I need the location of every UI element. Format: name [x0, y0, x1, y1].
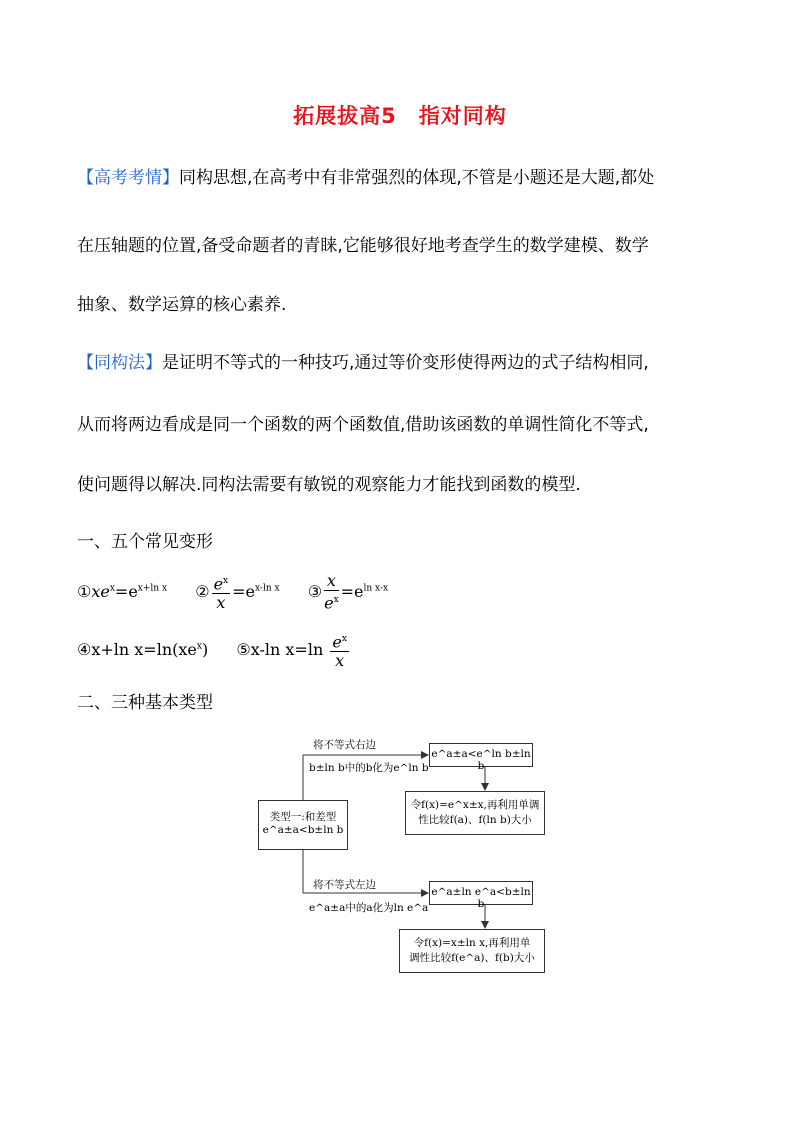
- bottom-branch-label-1: 将不等式左边: [313, 879, 376, 891]
- top-branch-label-2: b±ln b中的b化为e^ln b: [309, 762, 429, 774]
- bottom-branch-label-2: e^a±a中的a化为ln e^a: [309, 902, 429, 914]
- formula-4: ④x+ln $x=\ln(xe^x)$: [77, 639, 209, 659]
- formula-row-2: [77, 630, 351, 670]
- formula-2: ② $\frac{e^x}{x}$ $=e^{x-ln x}$: [195, 582, 284, 601]
- method-line-1: 【同构法】是证明不等式的一种技巧,通过等价变形使得两边的式子结构相同,: [77, 353, 649, 373]
- page-title: 拓展拔高5 指对同构: [293, 104, 507, 128]
- intro-line-2: 在压轴题的位置,备受命题者的青睐,它能够很好地考查学生的数学建模、数学: [77, 236, 649, 256]
- intro-line-1: 【高考考情】同构思想,在高考中有非常强烈的体现,不管是小题还是大题,都处: [77, 168, 655, 188]
- method-line-3: 使问题得以解决.同构法需要有敏锐的观察能力才能找到函数的模型.: [77, 475, 581, 495]
- method-line-2: 从而将两边看成是同一个函数的两个函数值,借助该函数的单调性简化不等式,: [77, 415, 649, 435]
- top-branch-label-1: 将不等式右边: [313, 739, 376, 751]
- formula-row-1: [77, 572, 388, 612]
- top-function-box: 令f(x)=e^x±x,再利用单调 性比较f(a)、f(ln b)大小: [405, 791, 545, 835]
- formula-3: ③ $\frac{x}{e^x}$ $=e^{ln x-x}$: [307, 571, 389, 613]
- top-inequality-box: e^a±a<e^ln b±ln b: [429, 743, 533, 767]
- exam-tag: 【高考考情】: [77, 168, 179, 188]
- formula-1: $①xe^x=e^{x+ln x}$: [77, 581, 168, 601]
- intro-line-3: 抽象、数学运算的核心素养.: [77, 295, 287, 315]
- formula-5: ⑤x-ln x=ln $\frac{e^x}{x}$: [236, 640, 351, 659]
- bottom-function-box: 令f(x)=x±ln x,再利用单 调性比较f(e^a)、f(b)大小: [399, 929, 545, 973]
- heading-five-transforms: 一、五个常见变形: [77, 532, 213, 552]
- type-one-box: 类型一:和差型 e^a±a<b±ln b: [258, 800, 348, 850]
- bottom-inequality-box: e^a±ln e^a<b±ln b: [429, 881, 533, 905]
- heading-three-types: 二、三种基本类型: [77, 693, 213, 713]
- method-tag: 【同构法】: [77, 353, 162, 373]
- type-flowchart: [255, 735, 545, 985]
